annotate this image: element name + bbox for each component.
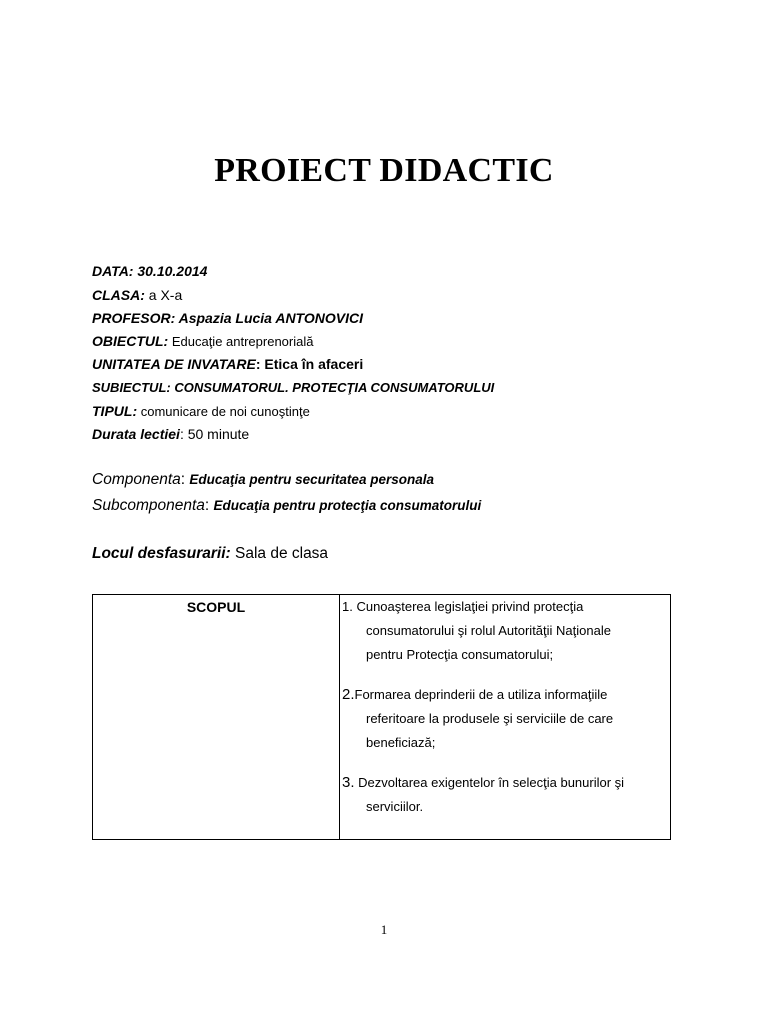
objective-3-number: 3. (342, 774, 355, 791)
field-durata-label: Durata lectiei (92, 426, 180, 442)
subcomponenta-value: Educaţia pentru protecţia consumatorului (213, 498, 482, 513)
objective-3-line-2: serviciilor. (366, 799, 424, 814)
field-unitatea-label: UNITATEA DE INVATARE (92, 356, 256, 372)
objective-2-number: 2. (342, 686, 355, 703)
field-clasa-value: a X-a (144, 287, 183, 303)
field-data-value: 30.10.2014 (133, 263, 208, 279)
objective-1-number: 1. (342, 599, 353, 614)
table-row (93, 595, 671, 840)
field-obiectul (92, 333, 313, 349)
field-unitatea-value: : Etica în afaceri (255, 356, 364, 372)
componenta-value: Educaţia pentru securitatea personala (189, 472, 434, 487)
field-subiectul (92, 380, 494, 395)
subcomponenta-sep: : (204, 497, 214, 514)
field-tipul (92, 403, 310, 419)
field-data (92, 263, 207, 279)
field-profesor (92, 310, 363, 326)
field-unitatea (92, 356, 363, 372)
scope-objectives (340, 595, 671, 840)
field-profesor-label: PROFESOR: (92, 310, 176, 326)
objective-3 (342, 771, 664, 819)
objective-2-line-3: beneficiază; (366, 735, 436, 750)
objective-2 (342, 683, 664, 755)
field-profesor-value: Aspazia Lucia ANTONOVICI (175, 310, 363, 326)
objective-1-line-3: pentru Protecţia consumatorului; (366, 647, 554, 662)
componenta-label: Componenta (92, 471, 181, 488)
objective-1-first-line: Cunoaşterea legislaţiei privind protecţia (352, 599, 584, 614)
field-obiectul-value: Educaţie antreprenorială (168, 334, 314, 349)
field-data-label: DATA: (92, 263, 134, 279)
locul-value: Sala de clasa (230, 545, 329, 562)
scope-table (92, 594, 671, 840)
objective-1-line-2: consumatorului şi rolul Autorităţii Naţionale (366, 623, 611, 638)
field-durata (92, 426, 249, 442)
objective-2-first-line: Formarea deprinderii de a utiliza informaţiile (354, 687, 608, 702)
componenta (92, 471, 434, 489)
field-durata-value: : 50 minute (179, 426, 250, 442)
field-clasa-label: CLASA: (92, 287, 145, 303)
subcomponenta (92, 497, 481, 515)
page-number: 1 (380, 922, 388, 937)
componenta-sep: : (180, 471, 190, 488)
field-tipul-label: TIPUL: (92, 403, 138, 419)
subcomponenta-label: Subcomponenta (92, 497, 205, 514)
field-tipul-value: comunicare de noi cunoştinţe (137, 404, 310, 419)
field-obiectul-label: OBIECTUL: (92, 333, 169, 349)
objective-1 (342, 595, 664, 667)
locul-label: Locul desfasurarii: (92, 545, 231, 562)
page-title: PROIECT DIDACTIC (214, 152, 554, 189)
field-subiectul-label: SUBIECTUL: CONSUMATORUL. PROTECŢIA CONSUMATORULUI (92, 380, 495, 395)
scope-label: SCOPUL (93, 595, 340, 840)
objective-2-line-2: referitoare la produsele şi serviciile de care (366, 711, 614, 726)
objective-3-first-line: Dezvoltarea exigentelor în selecţia bunurilor şi (354, 775, 625, 790)
field-clasa (92, 287, 182, 303)
locul (92, 545, 328, 563)
